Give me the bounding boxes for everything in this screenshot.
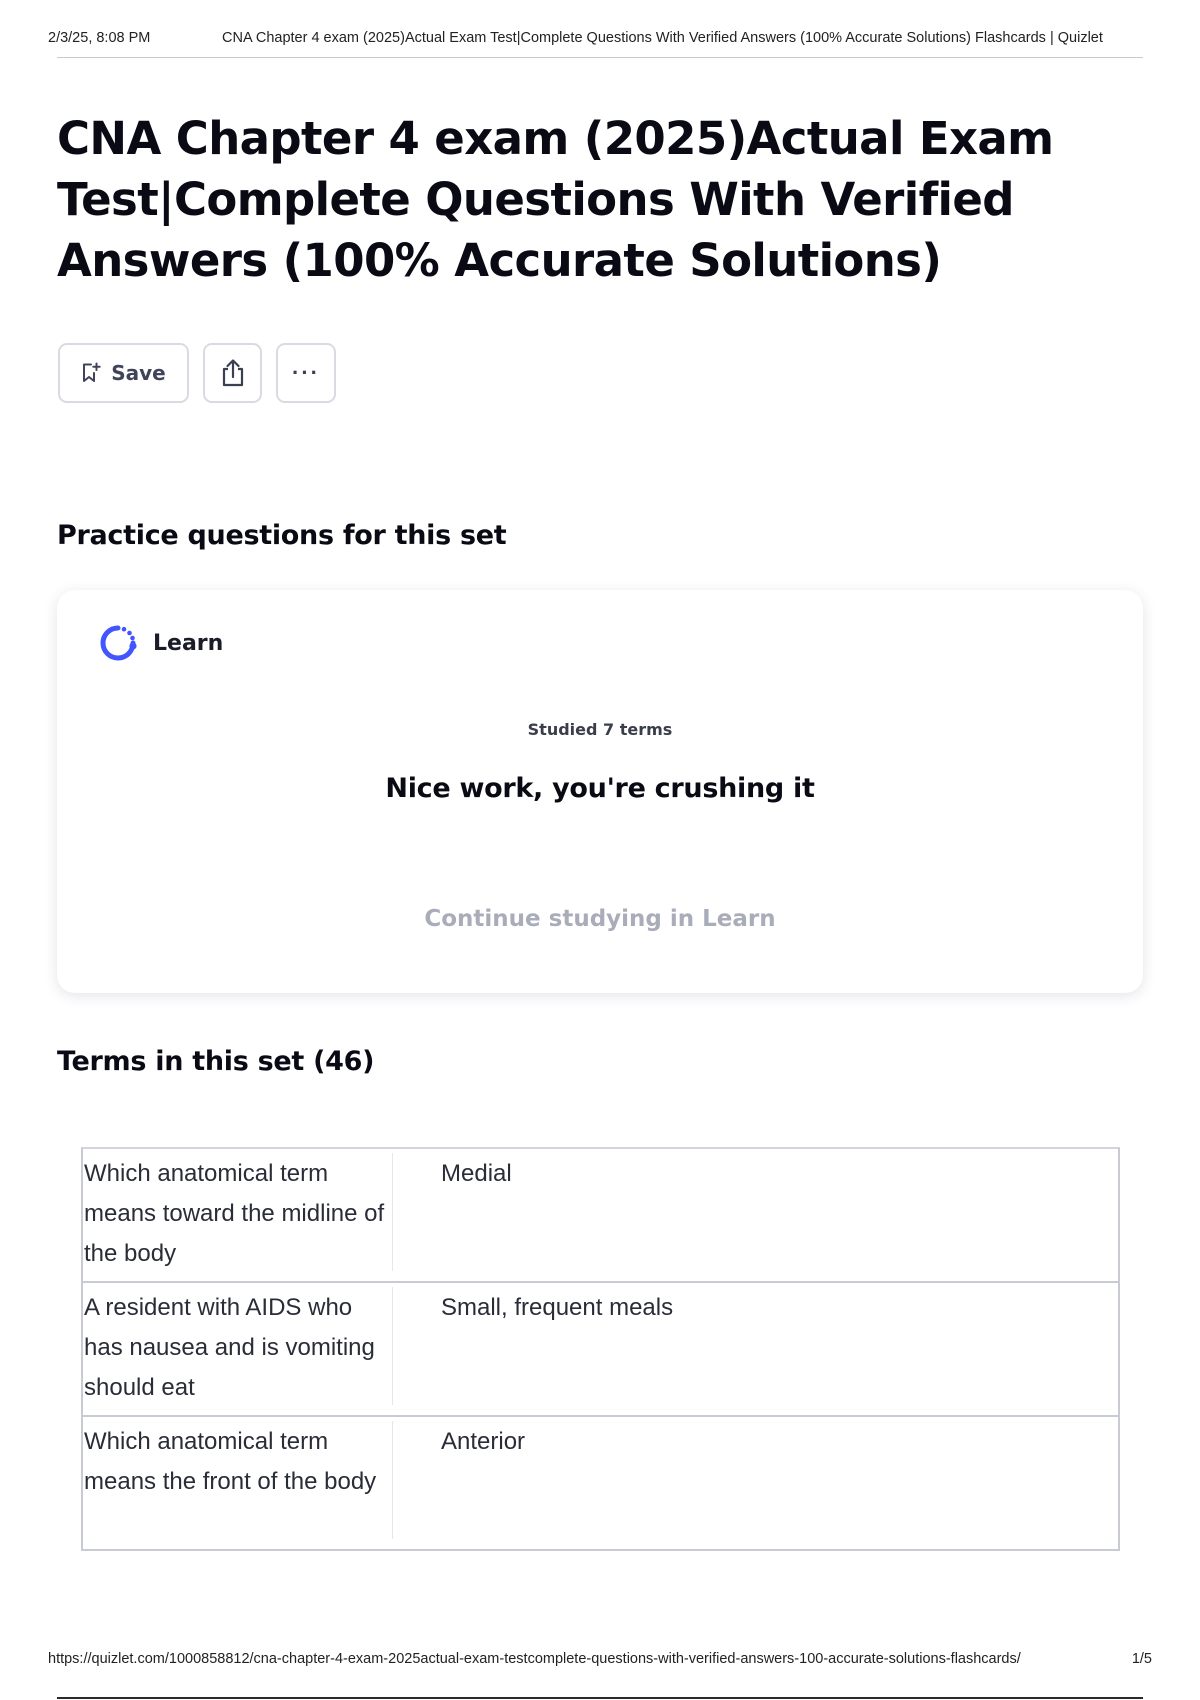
page-title: CNA Chapter 4 exam (2025)Actual Exam Test|Complete Questions With Verified Answers (100% Accurate Solutions) xyxy=(57,112,1054,287)
definition-text: Small, frequent meals xyxy=(441,1294,674,1321)
more-horizontal-icon: ··· xyxy=(292,360,320,385)
term-divider xyxy=(392,1421,393,1539)
print-url: https://quizlet.com/1000858812/cna-chapter-4-exam-2025actual-exam-testcomplete-questions-with-verified-answers-100-accurate-solutions-flashcards/ xyxy=(48,1651,1021,1667)
term-row xyxy=(81,1281,1120,1417)
practice-questions-heading: Practice questions for this set xyxy=(57,520,507,551)
learn-icon xyxy=(97,622,139,664)
share-icon xyxy=(219,358,247,388)
terms-list xyxy=(81,1147,1120,1549)
save-button[interactable] xyxy=(58,343,189,403)
learn-card xyxy=(57,590,1143,993)
bookmark-add-icon xyxy=(81,362,101,384)
progress-message: Nice work, you're crushing it xyxy=(385,773,815,804)
term-divider xyxy=(392,1153,393,1271)
continue-learn-link[interactable]: Continue studying in Learn xyxy=(424,906,776,932)
learn-mode-header xyxy=(97,622,223,664)
print-document-title: CNA Chapter 4 exam (2025)Actual Exam Test|Complete Questions With Verified Answers (100% Accurate Solutions) Flashcards | Quizlet xyxy=(222,30,1103,46)
term-row xyxy=(81,1147,1120,1283)
term-text: Which anatomical term means toward the midline of the body xyxy=(84,1160,385,1267)
term-divider xyxy=(392,1287,393,1405)
footer-divider xyxy=(57,1697,1143,1699)
page-number: 1/5 xyxy=(1131,1651,1152,1667)
learn-mode-label: Learn xyxy=(153,630,224,656)
term-text: A resident with AIDS who has nausea and is vomiting should eat xyxy=(84,1294,375,1401)
studied-count: Studied 7 terms xyxy=(527,720,673,739)
set-actions xyxy=(58,343,336,403)
term-row xyxy=(81,1415,1120,1551)
more-options-button[interactable] xyxy=(276,343,336,403)
print-date: 2/3/25, 8:08 PM xyxy=(48,30,151,46)
save-button-label: Save xyxy=(111,361,166,385)
print-header xyxy=(48,30,1148,58)
share-button[interactable] xyxy=(203,343,262,403)
header-divider xyxy=(57,57,1143,58)
term-text: Which anatomical term means the front of the body xyxy=(84,1428,377,1495)
definition-text: Anterior xyxy=(441,1428,526,1455)
terms-heading: Terms in this set (46) xyxy=(57,1046,375,1077)
definition-text: Medial xyxy=(441,1160,512,1187)
